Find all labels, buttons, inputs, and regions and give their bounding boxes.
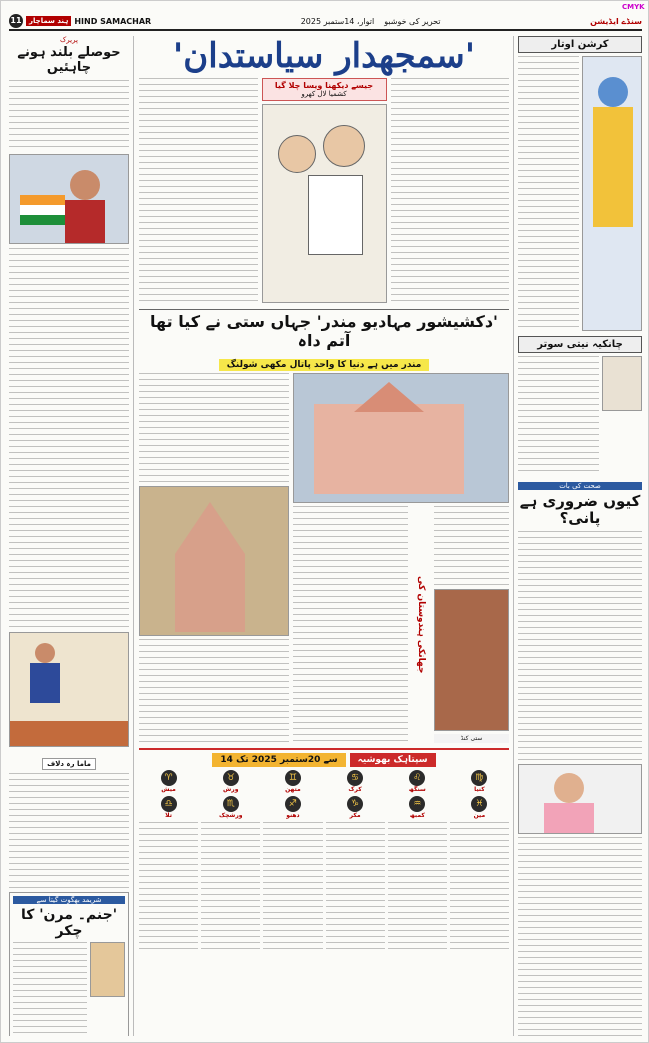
temple-tower-photo (139, 486, 289, 636)
chanakya-title: چانکیہ نیتی سوتر (518, 336, 642, 353)
temple-text-3 (293, 506, 408, 743)
horoscope-text (139, 822, 198, 952)
zodiac-icon: ♌ (409, 770, 425, 786)
zodiac-icon: ♊ (285, 770, 301, 786)
paper-name: HIND SAMACHAR (74, 16, 152, 26)
zodiac-sign (388, 770, 447, 793)
cmyk-mark: CMYK (622, 3, 645, 11)
lead-text-col-2 (391, 78, 510, 303)
krishna-title: کرشن اوتار (518, 36, 642, 53)
left-column (9, 36, 134, 1036)
gita-title: 'جنم۔ مرن' کا چکر (20, 906, 118, 939)
temple-text-1 (139, 373, 289, 483)
athlete-photo (9, 154, 129, 244)
woman-face-icon (554, 773, 584, 803)
water-drinking-photo (518, 764, 642, 834)
zodiac-sign (450, 770, 509, 793)
edition-label: سنڈے ایڈیشن (590, 16, 642, 26)
right-column (513, 36, 642, 1036)
lead-label: جیسے دیکھنا ویسا چلا گیا (274, 81, 374, 90)
zodiac-icon: ♓ (471, 796, 487, 812)
zodiac-icon: ♏ (223, 796, 239, 812)
zodiac-name: ورشچک (218, 812, 243, 819)
jhanki-title: جھانکی ہندوستان کی (416, 575, 427, 674)
health-text-end (518, 837, 642, 1037)
left-article-body (9, 248, 129, 628)
lead-text-col-1 (139, 78, 258, 303)
horoscope-text (263, 822, 322, 952)
krishna-robe-icon (593, 107, 633, 227)
left-article-text (9, 80, 129, 150)
horoscope-text (450, 822, 509, 952)
masthead-center (301, 17, 441, 26)
temple-roof-icon (354, 382, 424, 412)
zodiac-icon: ♎ (161, 796, 177, 812)
india-flag-icon (20, 195, 65, 225)
runner-body-icon (30, 663, 60, 703)
cartoon-face-icon (323, 125, 365, 167)
horoscope-text (388, 822, 447, 952)
zodiac-sign (139, 770, 198, 793)
horoscope-text (201, 822, 260, 952)
zodiac-sign (388, 796, 447, 819)
gita-kicker: شریمد بھگوت گیتا سے (13, 896, 125, 904)
page-number: 11 (9, 14, 23, 28)
runner-sketch (9, 632, 129, 747)
zodiac-grid (139, 770, 509, 819)
section-name: تحریر کی خوشبو (384, 16, 441, 26)
left-byline: ماما رہ دلاف (42, 758, 96, 770)
health-kicker: صحت کی بات (518, 482, 642, 490)
zodiac-icon: ♒ (409, 796, 425, 812)
chanakya-text (518, 356, 599, 476)
zodiac-name: کمبھ (409, 812, 425, 819)
zodiac-name: دھنو (286, 812, 300, 819)
temple-text-2 (139, 639, 289, 743)
zodiac-sign (201, 796, 260, 819)
left-headline: حوصلے بلند ہونے چاہئیں (17, 45, 121, 75)
cartoon-body-icon (308, 175, 363, 255)
zodiac-name: مکر (349, 812, 361, 819)
zodiac-sign (139, 796, 198, 819)
zodiac-name: سنگھ (408, 786, 426, 793)
zodiac-name: میش (161, 786, 176, 793)
zodiac-name: ورش (223, 786, 239, 793)
person-icon (70, 170, 100, 200)
chanakya-sketch (602, 356, 642, 411)
woman-body-icon (544, 803, 594, 834)
zodiac-sign (263, 796, 322, 819)
cartoon-face-icon (278, 135, 316, 173)
zodiac-name: کرک (348, 786, 362, 793)
zodiac-sign (263, 770, 322, 793)
temple-caption: ستی کنڈ (434, 734, 509, 743)
zodiac-name: مین (473, 812, 486, 819)
zodiac-name: تلا (165, 812, 172, 819)
masthead (9, 13, 642, 31)
issue-date: اتوار، 14ستمبر 2025 (300, 16, 375, 26)
horoscope-dates: 14 سے 20ستمبر 2025 تک (212, 753, 345, 767)
zodiac-icon: ♑ (347, 796, 363, 812)
lead-author: کشمیا لال کھرو (301, 90, 347, 99)
temple-title: 'دکشیشور مہادیو مندر' جہاں ستی نے کیا تھا آتم داہ (150, 312, 498, 350)
cartoon-politicians (262, 104, 387, 303)
krishna-face-icon (598, 77, 628, 107)
zodiac-icon: ♉ (223, 770, 239, 786)
temple-subtitle: مندر میں ہے دنیا کا واحد پاتال مکھی شولنگ (219, 359, 430, 371)
krishna-text (518, 56, 579, 331)
zodiac-sign (201, 770, 260, 793)
person-body-icon (65, 200, 105, 244)
runner-head-icon (35, 643, 55, 663)
temple-spire-icon (175, 502, 245, 632)
zodiac-sign (326, 770, 385, 793)
zodiac-sign (450, 796, 509, 819)
horoscope-title: سپتاہک بھوشیہ (350, 753, 436, 767)
zodiac-name: کنیا (474, 786, 485, 793)
paper-logo (9, 14, 151, 28)
zodiac-sign (326, 796, 385, 819)
paper-name-urdu: ہند سماچار (26, 16, 71, 26)
zodiac-icon: ♈ (161, 770, 177, 786)
krishna-illustration (582, 56, 642, 331)
shrine-photo (434, 589, 509, 731)
zodiac-icon: ♐ (285, 796, 301, 812)
temple-photo (293, 373, 509, 503)
saint-photo (90, 942, 125, 997)
horoscope-text (326, 822, 385, 952)
track-icon (10, 721, 128, 746)
zodiac-icon: ♋ (347, 770, 363, 786)
temple-building-icon (314, 404, 464, 494)
left-article-end (9, 773, 129, 888)
zodiac-name: متھن (285, 786, 301, 793)
gita-text (13, 942, 87, 1036)
temple-text-4 (434, 506, 509, 586)
zodiac-icon: ♍ (471, 770, 487, 786)
main-column (139, 36, 509, 1036)
health-text (518, 531, 642, 761)
lead-title: 'سمجھدار سیاستدان' (172, 36, 476, 76)
left-kicker: پریرک (60, 36, 78, 44)
health-title: کیوں ضروری ہے پانی؟ (519, 492, 641, 528)
